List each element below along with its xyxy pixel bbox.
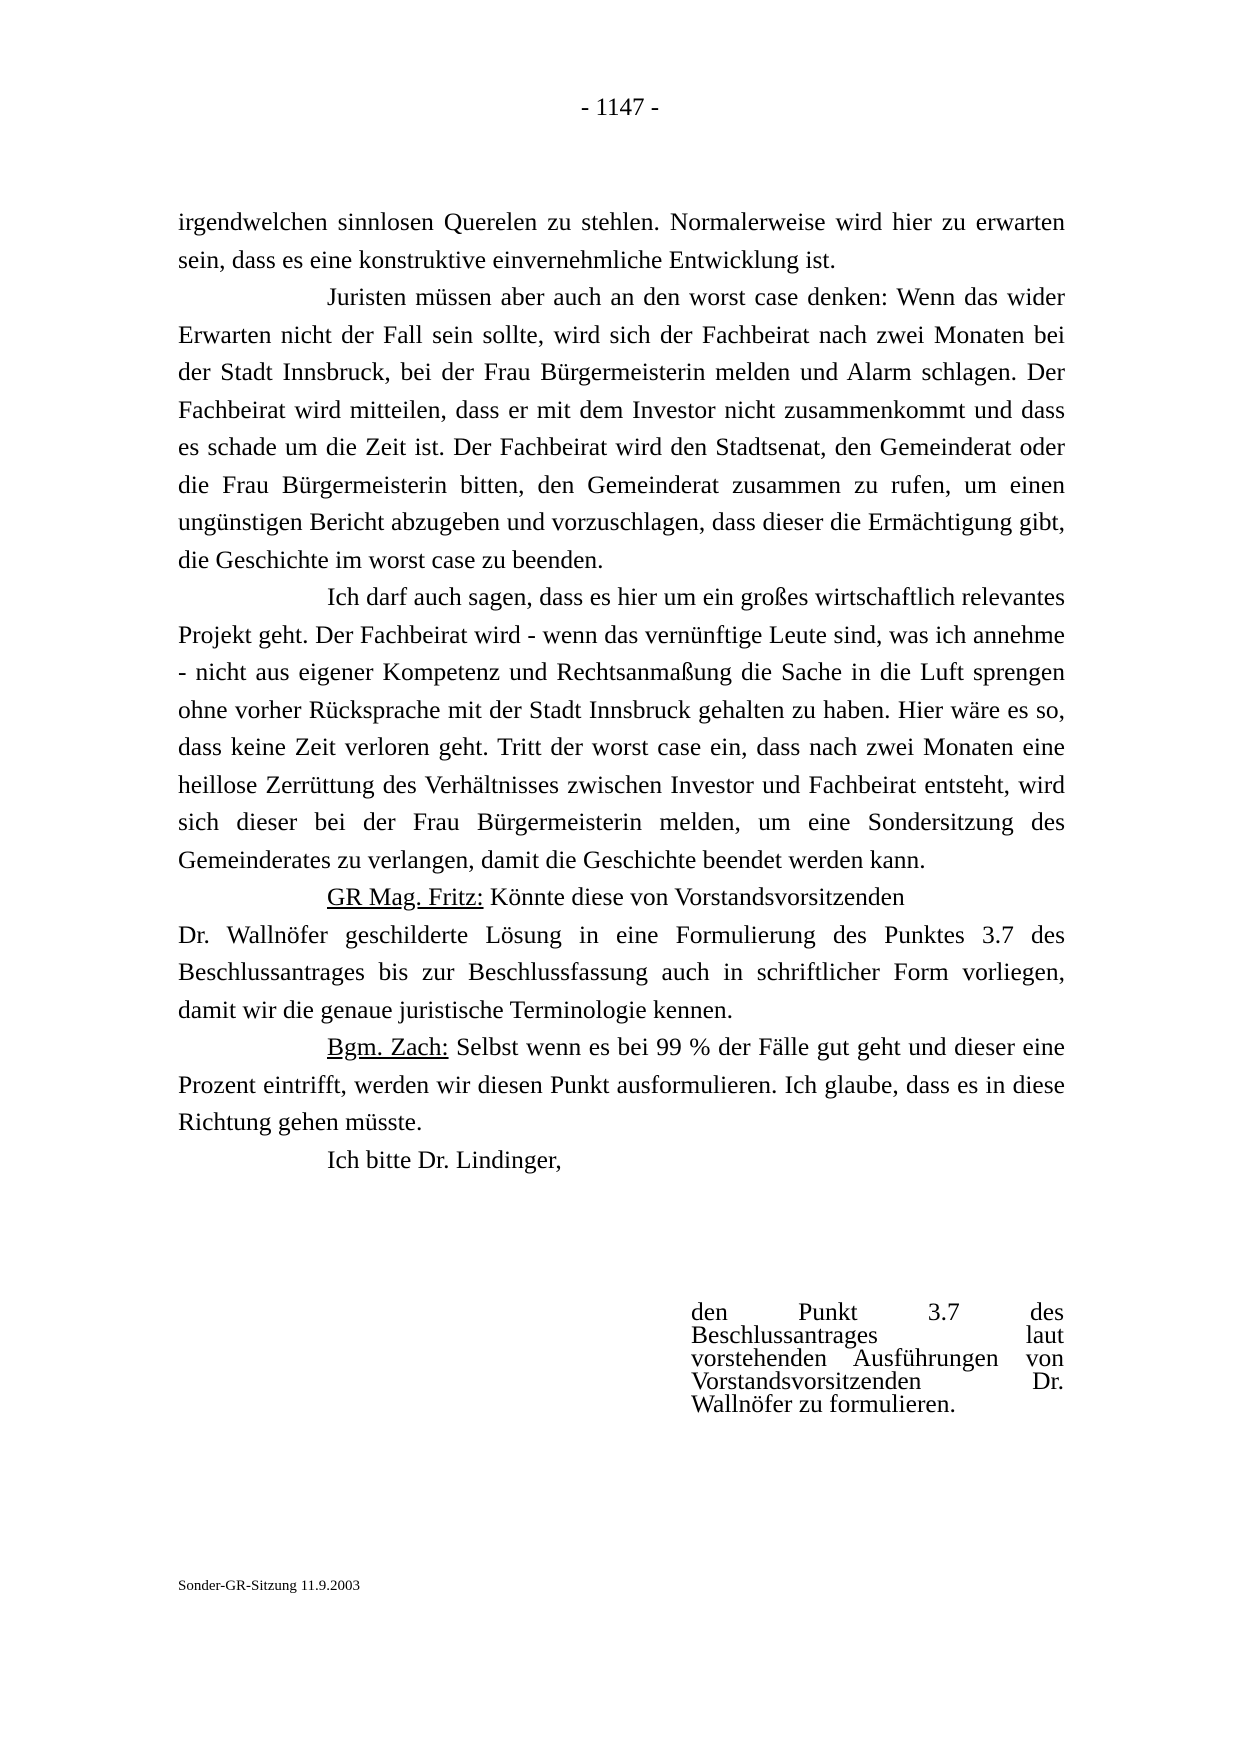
paragraph-request: Ich bitte Dr. Lindinger, xyxy=(327,1144,562,1174)
speaker-name-zach: Bgm. Zach: xyxy=(327,1032,449,1061)
speaker-text-zach: Selbst wenn es bei 99 % der Fälle gut geht und dieser eine Prozent eintrifft, werden wir diesen Punkt ausformulieren. Ich glaube, dass es in diese Richtung gehen müsste. xyxy=(178,1032,1065,1136)
paragraph-zach xyxy=(178,1028,1065,1141)
paragraph-continuation: irgendwelchen sinnlosen Querelen zu stehlen. Normalerweise wird hier zu erwarten sein, dass es eine konstruktive einvernehmliche Entwicklung ist. xyxy=(178,207,1065,274)
page-number: - 1147 - xyxy=(580,94,660,121)
footer-session-label: Sonder-GR-Sitzung 11.9.2003 xyxy=(178,1578,361,1594)
document-body xyxy=(178,203,1065,1178)
speaker-name-fritz: GR Mag. Fritz: xyxy=(327,882,484,911)
resolution-text: den Punkt 3.7 des Beschlussantrages laut vorstehenden Ausführungen von Vorstandsvorsitzenden Dr. Wallnöfer zu formulieren. xyxy=(691,1297,1064,1418)
paragraph-project: Ich darf auch sagen, dass es hier um ein großes wirtschaftlich relevantes Projekt geht. Der Fachbeirat wird - wenn das vernünftige Leute sind, was ich annehme - nicht aus eigener Kompetenz und Rechtsanmaßung die Sache in die Luft sprengen ohne vorher Rücksprache mit der Stadt Innsbruck gehalten zu haben. Hier wäre es so, dass keine Zeit verloren geht. Tritt der worst case ein, dass nach zwei Monaten eine heillose Zerrüttung des Verhältnisses zwischen Investor und Fachbeirat entsteht, wird sich dieser bei der Frau Bürgermeisterin melden, um eine Sondersitzung des Gemeinderates zu verlangen, damit die Geschichte beendet werden kann. xyxy=(178,582,1065,874)
paragraph-worst-case: Juristen müssen aber auch an den worst case denken: Wenn das wider Erwarten nicht der Fall sein sollte, wird sich der Fachbeirat nach zwei Monaten bei der Stadt Innsbruck, bei der Frau Bürgermeisterin melden und Alarm schlagen. Der Fachbeirat wird mitteilen, dass er mit dem Investor nicht zusammenkommt und dass es schade um die Zeit ist. Der Fachbeirat wird den Stadtsenat, den Gemeinderat oder die Frau Bürgermeisterin bitten, den Gemeinderat zusammen zu rufen, um einen ungünstigen Bericht abzugeben und vorzuschlagen, dass dieser die Ermächtigung gibt, die Geschichte im worst case zu beenden. xyxy=(178,282,1065,574)
paragraph-fritz: Dr. Wallnöfer geschilderte Lösung in eine Formulierung des Punktes 3.7 des Beschlussantrages bis zur Beschlussfassung auch in schriftlicher Form vorliegen, damit wir die genaue juristische Terminologie kennen. xyxy=(178,919,1065,1024)
speaker-line-fritz xyxy=(178,878,1065,916)
speaker-text-fritz-first-line: Könnte diese von Vorstandsvorsitzenden xyxy=(489,882,905,911)
